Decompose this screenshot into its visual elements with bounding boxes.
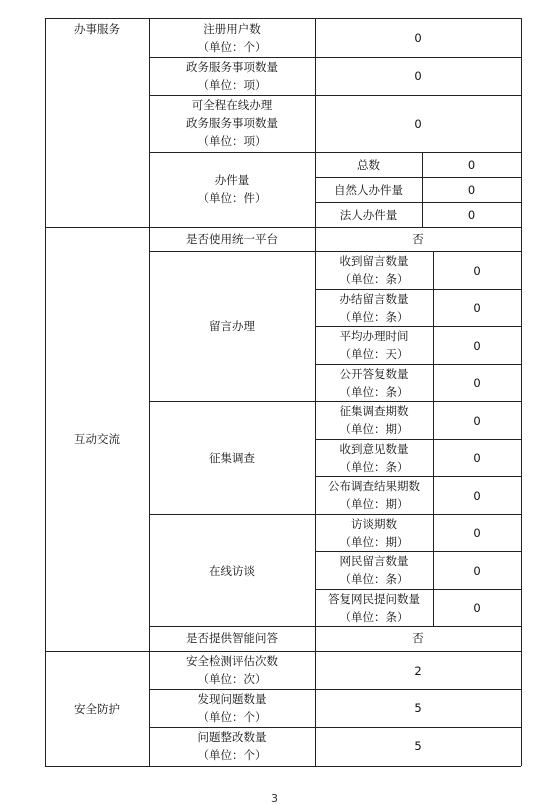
survey-opinions-value: 0 [473,451,481,465]
security-checks-label: 安全检测评估次数 [186,654,278,668]
messages-avg-time-value: 0 [473,339,481,353]
service-items-label: 政务服务事项数量 [186,60,278,74]
security-checks-value: 2 [414,664,422,678]
handled-total-value: 0 [467,158,476,172]
page-number: 3 [271,792,278,805]
section-label-services: 办事服务 [74,22,120,36]
section-divider [45,227,521,228]
table-border-left [45,18,46,766]
registered-users-value: 0 [414,31,422,45]
row-divider [149,152,521,153]
online-items-value: 0 [414,117,422,131]
interview-answers-label: 答复网民提问数量 [328,592,420,606]
handled-label: 办件量 [214,173,250,187]
table-border-right [521,18,522,766]
security-problems-label: 发现问题数量 [197,692,267,706]
smart-qa-label: 是否提供智能问答 [186,631,278,645]
messages-received-unit: （单位：条） [339,272,409,286]
messages-concluded-label: 办结留言数量 [339,292,409,306]
online-items-label-line2: 政务服务事项数量 [186,116,278,130]
survey-periods-value: 0 [473,414,481,428]
table-border-top [45,18,521,19]
messages-public-replies-unit: （单位：条） [339,385,409,399]
security-fixed-unit: （单位：个） [197,748,267,762]
messages-avg-time-label: 平均办理时间 [339,329,409,343]
handled-unit: （单位：件） [197,191,267,205]
interview-answers-value: 0 [473,601,481,615]
handled-total-label: 总数 [357,158,380,172]
registered-users-label: 注册用户数 [203,22,261,36]
messages-concluded-unit: （单位：条） [339,310,409,324]
messages-received-value: 0 [473,264,481,278]
survey-group-label: 征集调查 [209,451,255,465]
messages-received-label: 收到留言数量 [339,254,409,268]
handled-legal-label: 法人办件量 [339,208,398,222]
service-items-value: 0 [414,69,422,83]
security-problems-value: 5 [414,701,422,715]
survey-results-value: 0 [473,489,481,503]
table-border-bottom [45,766,521,767]
interview-periods-unit: （单位：期） [339,535,409,549]
security-fixed-label: 问题整改数量 [197,730,267,744]
messages-concluded-value: 0 [473,301,481,315]
security-checks-unit: （单位：次） [197,672,267,686]
unified-platform-label: 是否使用统一平台 [186,232,278,246]
survey-opinions-unit: （单位：条） [339,460,409,474]
survey-results-unit: （单位：期） [339,497,409,511]
survey-periods-unit: （单位：期） [339,422,409,436]
row-divider [315,202,521,203]
section-label-interaction: 互动交流 [74,432,120,446]
messages-avg-time-unit: （单位：天） [339,347,409,361]
messages-public-replies-value: 0 [473,376,481,390]
security-fixed-value: 5 [414,739,422,753]
interview-answers-unit: （单位：条） [339,610,409,624]
interview-messages-value: 0 [473,564,481,578]
interview-periods-value: 0 [473,526,481,540]
survey-results-label: 公布调查结果期数 [328,479,420,493]
row-divider [149,626,521,627]
survey-periods-label: 征集调查期数 [339,404,409,418]
row-divider [315,177,521,178]
unified-platform-value: 否 [412,232,424,246]
security-problems-unit: （单位：个） [197,710,267,724]
service-items-unit: （单位：项） [197,78,267,92]
handled-natural-label: 自然人办件量 [334,183,403,197]
messages-public-replies-label: 公开答复数量 [339,367,409,381]
registered-users-unit: （单位：个） [197,40,267,54]
handled-legal-value: 0 [467,208,476,222]
survey-opinions-label: 收到意见数量 [339,442,409,456]
online-items-label-line1: 可全程在线办理 [191,98,273,112]
interview-periods-label: 访谈期数 [351,517,397,531]
smart-qa-value: 否 [412,631,424,645]
section-label-security: 安全防护 [74,702,120,716]
interview-group-label: 在线访谈 [209,564,255,578]
interview-messages-unit: （单位：条） [339,572,409,586]
messages-group-label: 留言办理 [209,319,255,333]
online-items-unit: （单位：项） [197,134,267,148]
handled-natural-value: 0 [467,183,476,197]
interview-messages-label: 网民留言数量 [339,554,409,568]
